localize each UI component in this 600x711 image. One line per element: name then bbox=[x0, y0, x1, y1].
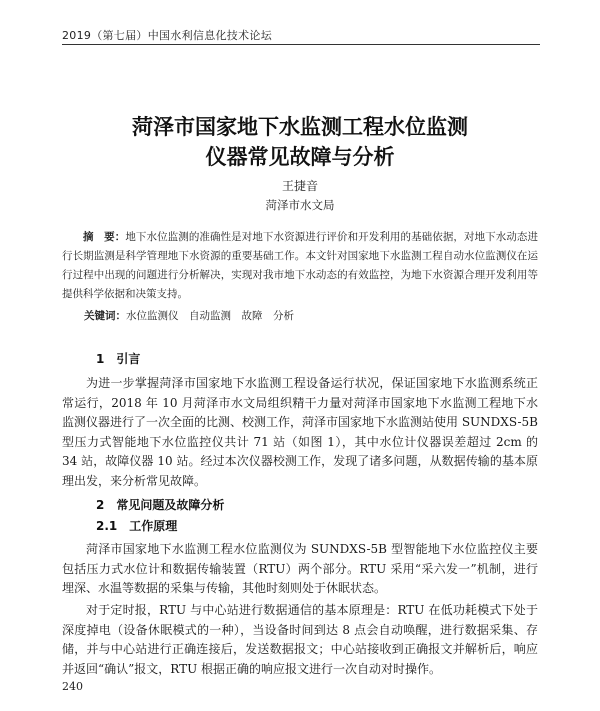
title-line-2: 仪器常见故障与分析 bbox=[205, 145, 395, 169]
section-1-heading: 1 引言 bbox=[96, 352, 141, 366]
abstract-text: 地下水位监测的准确性是对地下水资源进行评价和开发利用的基础依据，对地下水动态进行长期监测是科学管理地下水资源的重要基础工作。本文针对国家地下水监测工程自动水位监测仪在运行过程中出现的问题进行分析解决，实现对我市地下水动态的有效监控，为地下水资源合理开发利用等提供科学依据和决策支持。 bbox=[62, 231, 539, 300]
abstract-label: 摘 要： bbox=[83, 231, 126, 243]
keywords-label: 关键词： bbox=[84, 310, 126, 322]
keywords-text: 水位监测仪 自动监测 故障 分析 bbox=[126, 310, 294, 322]
author-affiliation: 菏泽市水文局 bbox=[265, 198, 335, 212]
section-2-1-heading: 2.1 工作原理 bbox=[96, 519, 178, 533]
paper-title bbox=[0, 112, 600, 172]
running-header: 2019（第七届）中国水利信息化技术论坛 bbox=[62, 29, 272, 42]
header-rule bbox=[62, 44, 540, 45]
section-2-heading: 2 常见问题及故障分析 bbox=[96, 498, 225, 512]
section-2-1-paragraph-2: 对于定时报，RTU 与中心站进行数据通信的基本原理是：RTU 在低功耗模式下处于深度掉电（设备休眠模式的一种），当设备时间到达 8 点会自动唤醒，进行数据采集、存储，并与中心站进行正确连接后，发送数据报文；中心站接收到正确报文并解析后，响应并返回“确认”报文，RTU 根据正确的响应报文进行一次自动对时操作。 bbox=[62, 603, 538, 676]
author-name: 王捷音 bbox=[281, 179, 318, 193]
section-1-paragraph: 为进一步掌握菏泽市国家地下水监测工程设备运行状况，保证国家地下水监测系统正常运行，2018 年 10 月菏泽市水文局组织精干力量对菏泽市国家地下水监测工程地下水监测仪器进行了一次全面的比测、校测工作，菏泽市国家地下水监测站使用 SUNDXS-5B 型压力式智能地下水位监控仪共计 71 站（如图 1），其中水位计仪器误差超过 2cm 的 34 站，故障仪器 10 站。经过本次仪器校测工作，发现了诸多问题，从数据传输的基本原理出发，来分析常见故障。 bbox=[62, 376, 538, 488]
page-number: 240 bbox=[62, 680, 83, 693]
keywords bbox=[84, 308, 294, 323]
section-2-1-paragraph-1: 菏泽市国家地下水监测工程水位监测仪为 SUNDXS-5B 型智能地下水位监控仪主要包括压力式水位计和数据传输装置（RTU）两个部分。RTU 采用“采六发一”机制，进行埋深、水温等数据的采集与传输，其他时刻则处于休眠状态。 bbox=[62, 542, 538, 595]
title-line-1: 菏泽市国家地下水监测工程水位监测 bbox=[132, 115, 468, 139]
abstract bbox=[62, 228, 538, 304]
